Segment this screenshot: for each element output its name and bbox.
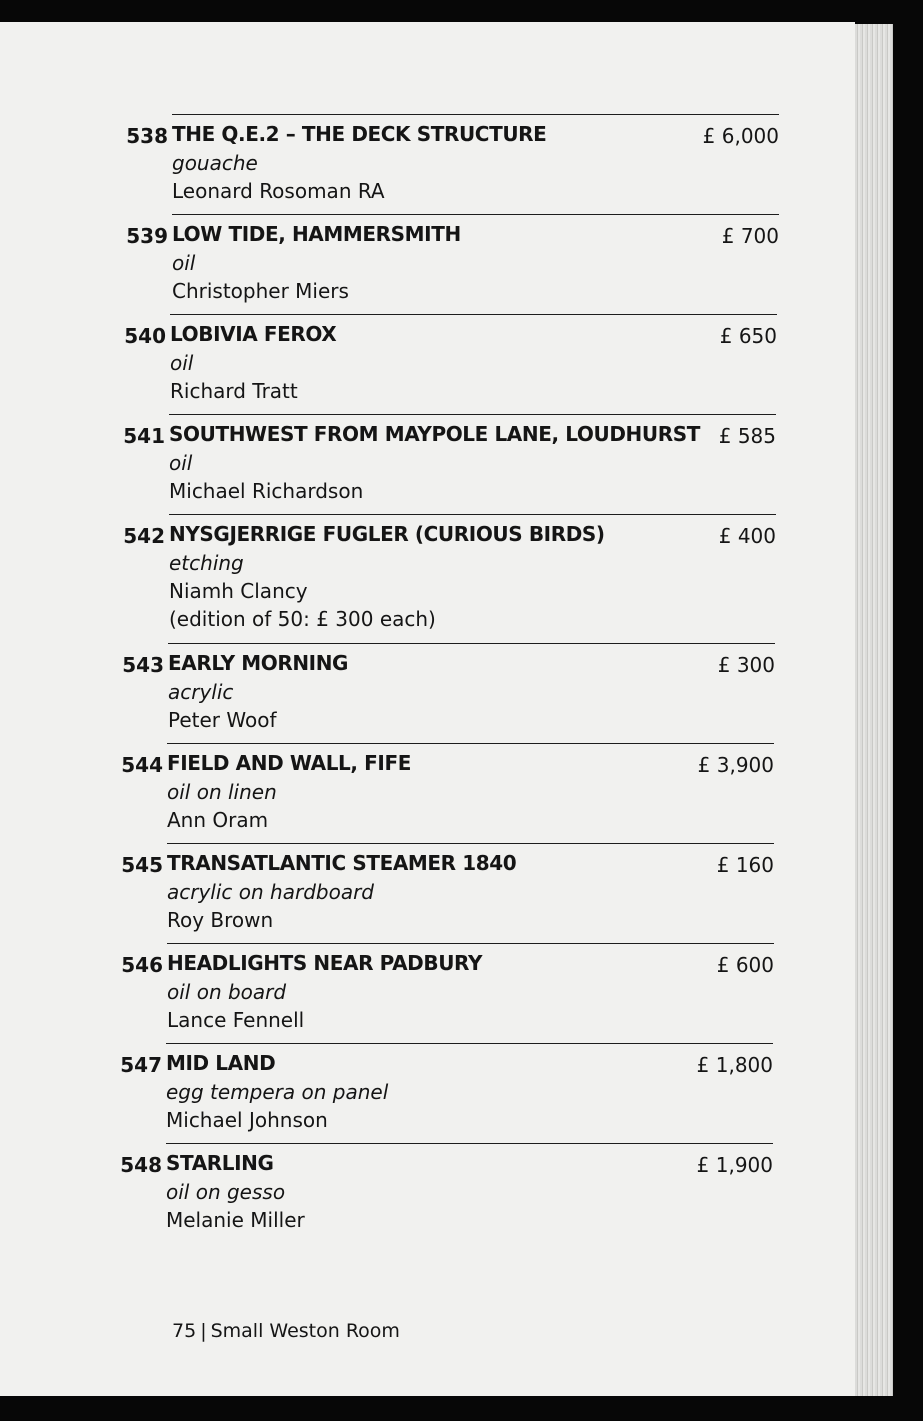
artwork-price: £ 585 bbox=[718, 424, 776, 448]
artwork-price: £ 600 bbox=[716, 953, 774, 977]
artist-name: Lance Fennell bbox=[167, 1008, 305, 1032]
lot-number: 543 bbox=[122, 653, 164, 677]
page-footer bbox=[172, 1320, 400, 1342]
artwork-price: £ 1,900 bbox=[696, 1153, 773, 1177]
lot-number: 544 bbox=[121, 753, 163, 777]
catalogue-entry bbox=[123, 414, 776, 514]
artwork-price: £ 6,000 bbox=[702, 124, 779, 148]
artwork-title: HEADLIGHTS NEAR PADBURY bbox=[167, 951, 483, 975]
artwork-medium: gouache bbox=[172, 151, 258, 175]
artwork-title: NYSGJERRIGE FUGLER (CURIOUS BIRDS) bbox=[169, 522, 605, 546]
artist-name: Melanie Miller bbox=[166, 1208, 305, 1232]
artwork-title: LOBIVIA FEROX bbox=[170, 322, 337, 346]
edition-note: (edition of 50: £ 300 each) bbox=[169, 607, 436, 631]
lot-number: 542 bbox=[123, 524, 165, 548]
artwork-medium: oil bbox=[172, 251, 196, 275]
catalogue-entry bbox=[126, 114, 779, 214]
artist-name: Richard Tratt bbox=[170, 379, 298, 403]
catalogue-page bbox=[0, 22, 855, 1396]
artist-name: Leonard Rosoman RA bbox=[172, 179, 385, 203]
artwork-price: £ 3,900 bbox=[697, 753, 774, 777]
artwork-price: £ 400 bbox=[718, 524, 776, 548]
artwork-price: £ 700 bbox=[721, 224, 779, 248]
catalogue-entry bbox=[121, 743, 774, 843]
artwork-title: FIELD AND WALL, FIFE bbox=[167, 751, 411, 775]
artist-name: Peter Woof bbox=[168, 708, 277, 732]
footer-separator: | bbox=[200, 1320, 207, 1342]
artist-name: Roy Brown bbox=[167, 908, 274, 932]
catalogue-entry bbox=[121, 843, 774, 943]
artwork-medium: acrylic on hardboard bbox=[167, 880, 375, 904]
lot-number: 548 bbox=[120, 1153, 162, 1177]
lot-number: 539 bbox=[126, 224, 168, 248]
page-number: 75 bbox=[172, 1320, 197, 1342]
artwork-title: SOUTHWEST FROM MAYPOLE LANE, LOUDHURST bbox=[169, 422, 700, 446]
lot-number: 540 bbox=[124, 324, 166, 348]
artwork-price: £ 1,800 bbox=[696, 1053, 773, 1077]
artwork-price: £ 160 bbox=[716, 853, 774, 877]
artwork-title: THE Q.E.2 – THE DECK STRUCTURE bbox=[172, 122, 547, 146]
artwork-title: TRANSATLANTIC STEAMER 1840 bbox=[167, 851, 517, 875]
catalogue-entry bbox=[121, 943, 774, 1043]
artwork-medium: etching bbox=[169, 551, 244, 575]
artwork-title: MID LAND bbox=[166, 1051, 276, 1075]
lot-number: 546 bbox=[121, 953, 163, 977]
section-name: Small Weston Room bbox=[210, 1320, 400, 1342]
catalogue-entry bbox=[124, 314, 777, 414]
artwork-medium: oil bbox=[169, 451, 193, 475]
artwork-price: £ 650 bbox=[719, 324, 777, 348]
catalogue-entry bbox=[120, 1143, 773, 1243]
artist-name: Michael Richardson bbox=[169, 479, 364, 503]
catalogue-entry bbox=[122, 643, 775, 743]
artist-name: Ann Oram bbox=[167, 808, 269, 832]
artwork-medium: oil on gesso bbox=[166, 1180, 286, 1204]
artwork-medium: egg tempera on panel bbox=[166, 1080, 389, 1104]
catalogue-entry bbox=[120, 1043, 773, 1143]
catalogue-entry bbox=[123, 514, 776, 643]
artwork-title: LOW TIDE, HAMMERSMITH bbox=[172, 222, 461, 246]
artwork-medium: acrylic bbox=[168, 680, 234, 704]
artwork-medium: oil bbox=[170, 351, 194, 375]
page-edges bbox=[855, 24, 893, 1396]
artwork-medium: oil on linen bbox=[167, 780, 277, 804]
lot-number: 545 bbox=[121, 853, 163, 877]
lot-number: 541 bbox=[123, 424, 165, 448]
artwork-title: STARLING bbox=[166, 1151, 274, 1175]
artwork-title: EARLY MORNING bbox=[168, 651, 349, 675]
artist-name: Christopher Miers bbox=[172, 279, 349, 303]
catalogue-entry bbox=[126, 214, 779, 314]
artist-name: Niamh Clancy bbox=[169, 579, 308, 603]
artwork-medium: oil on board bbox=[167, 980, 287, 1004]
lot-number: 547 bbox=[120, 1053, 162, 1077]
artwork-price: £ 300 bbox=[717, 653, 775, 677]
artist-name: Michael Johnson bbox=[166, 1108, 328, 1132]
lot-number: 538 bbox=[126, 124, 168, 148]
